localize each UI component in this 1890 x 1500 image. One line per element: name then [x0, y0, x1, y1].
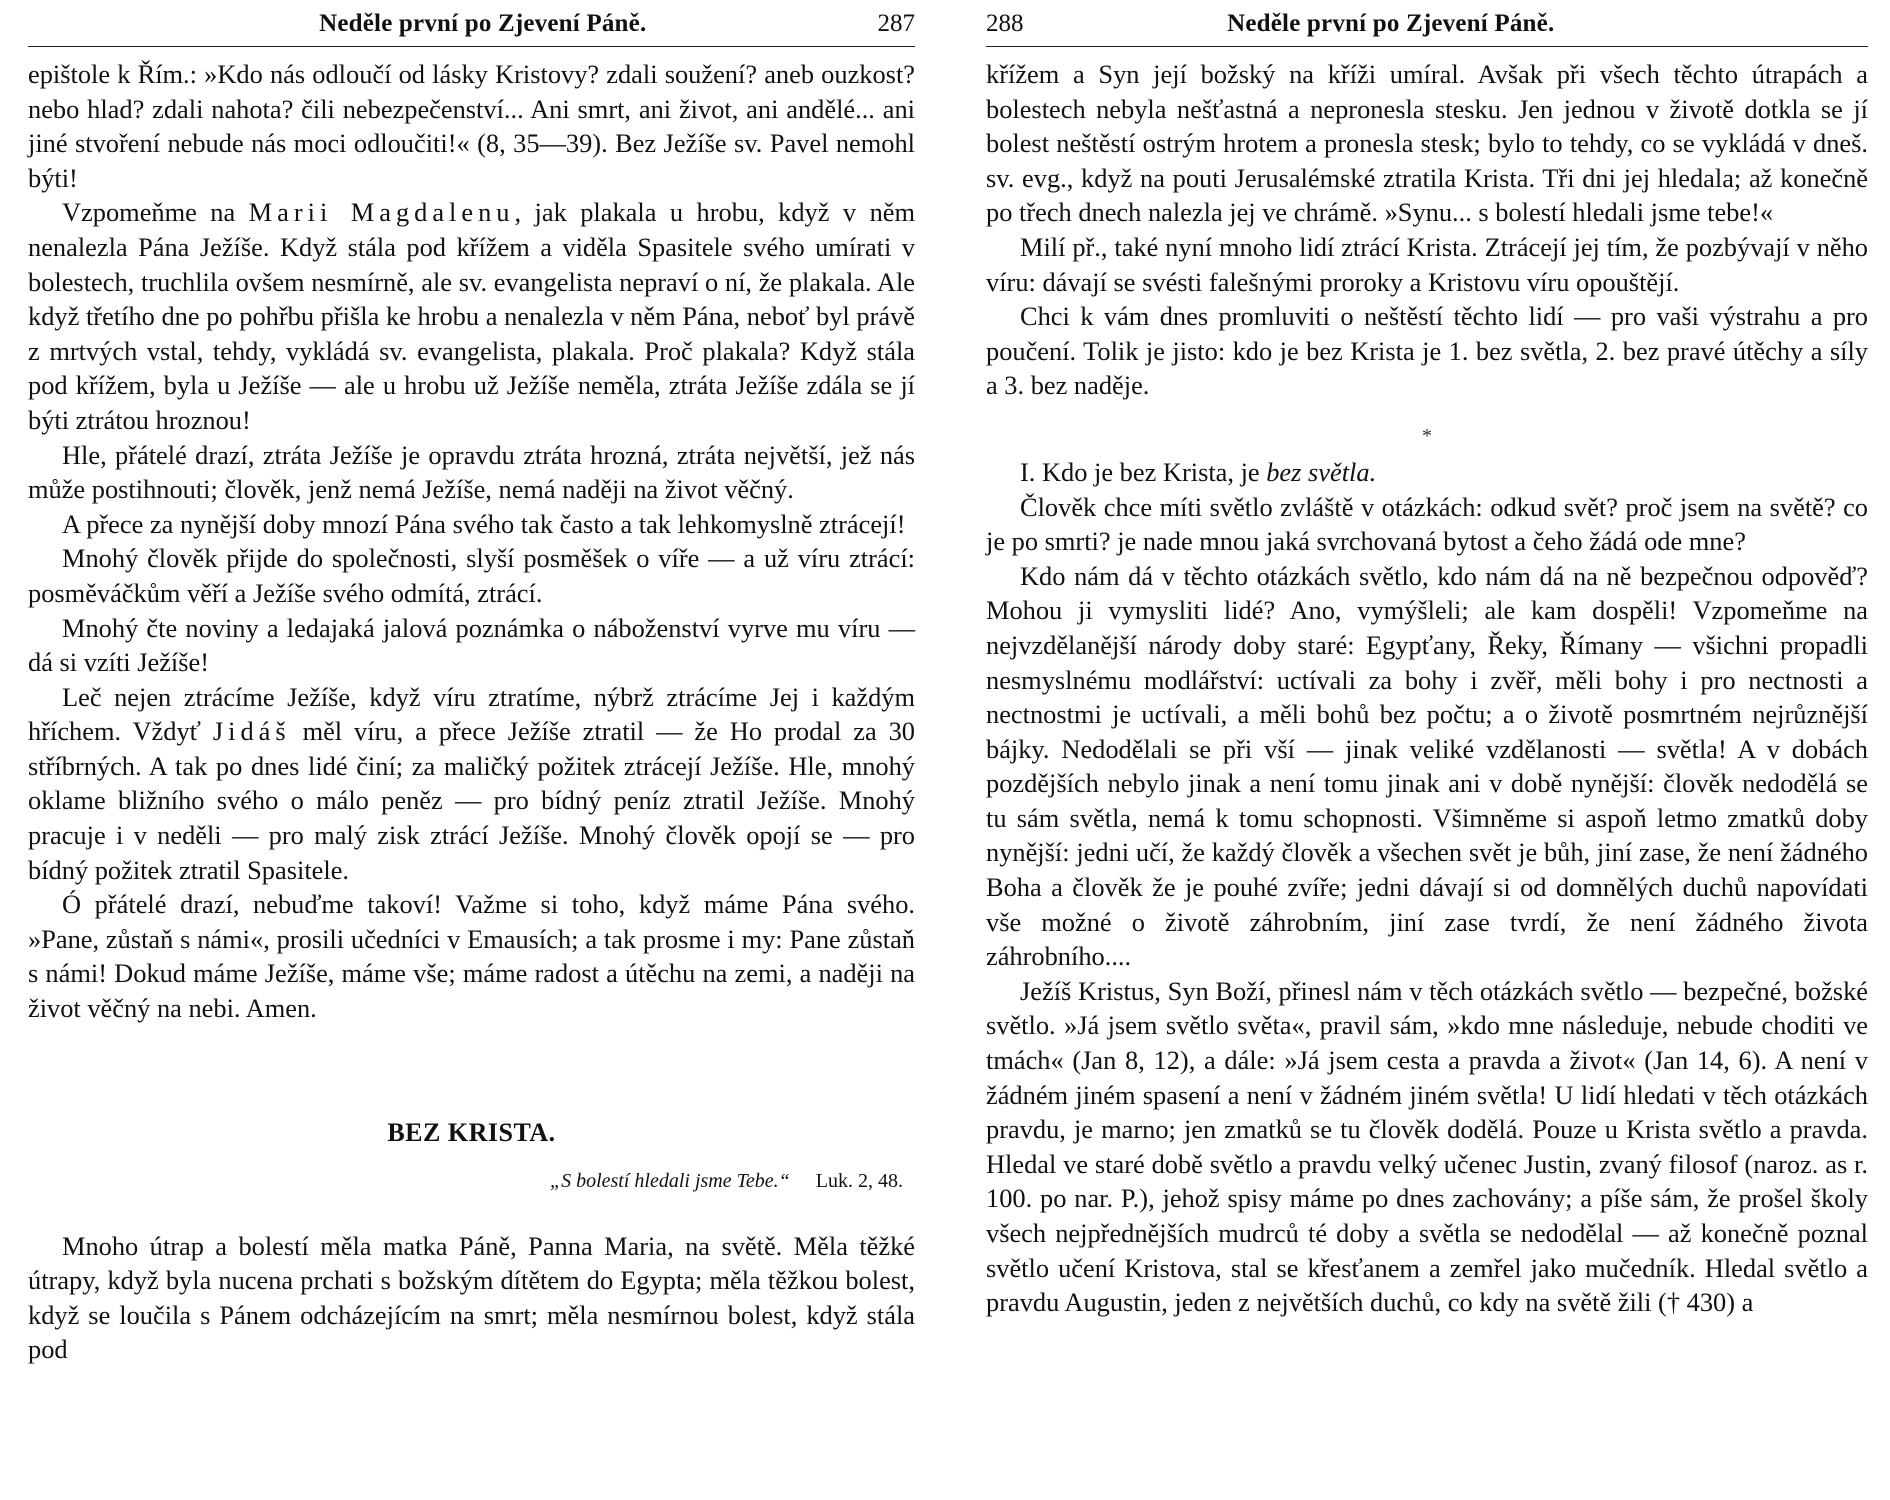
- paragraph: Chci k vám dnes promluviti o neštěstí těchto lidí — pro vaši výstrahu a pro poučení. Tolik je jisto: kdo je bez Krista je 1. bez světla, 2. bez pravé útěchy a síly a 3. bez naděje.: [986, 301, 1868, 401]
- section-heading-prefix: I. Kdo je bez Krista, je: [1020, 456, 1267, 487]
- left-page-header: [28, 10, 915, 47]
- page-number: 287: [877, 10, 915, 37]
- paragraph: Ó přátelé drazí, nebuďme takoví! Važme si toho, když máme Pána svého. »Pane, zůstaň s námi«, prosili učedníci v Emausích; a tak prosme i my: Pane zůstaň s námi! Dokud máme Ježíše, máme vše; máme radost a útěchu na zemi, a naději na život věčný na nebi. Amen.: [28, 889, 915, 1024]
- section-divider: *: [1422, 424, 1432, 447]
- text-run: Leč nejen ztrácíme Ježíše, když víru ztratíme, nýbrž ztrácíme Jej i každým hříchem. Vždyť: [28, 681, 915, 747]
- paragraph: Ježíš Kristus, Syn Boží, přinesl nám v těch otázkách světlo — bezpečné, božské světlo. »Já jsem světlo světa«, pravil sám, »kdo mne následuje, nebude choditi ve tmách« (Jan 8, 12), a dále: »Já jsem cesta a pravda a život« (Jan 14, 6). A není v žádném jiném spasení a není v žádném jiném světla! U lidí hledati v těch otázkách pravdu, je marno; jen zmatků se tu člověk dodělá. Pouze u Krista světlo a pravda. Hledal ve staré době světlo a pravdu velký učenec Justin, zvaný filosof (naroz. as r. 100. po nar. P.), jehož spisy máme po dnes zachovány; a píše sám, že prošel školy všech nejpřednějších mudrců té doby a světla se nedodělal — až konečně poznal světlo učení Kristova, stal se křesťanem a zemřel jako mučedník. Hledal světlo a pravdu Augustin, jeden z největších duchů, co kdy na světě žili († 430) a: [986, 975, 1868, 1318]
- paragraph-magdalena: [28, 195, 915, 437]
- sermon-opening: [28, 1229, 915, 1367]
- paragraph: křížem a Syn její božský na kříži umíral. Avšak při všech těchto útrapách a bolestech nebyla nešťastná a nepronesla stesku. Jen jednou v životě dotkla se jí bolest neštěstí ostrým hrotem a pronesla stesk; bylo to tehdy, co se vykládá v dneš. sv. evg., když na pouti Jerusalémské ztratila Krista. Tři dni jej hledala; až konečně po třech dnech nalezla jej ve chrámě. »Synu... s bolestí hledali jsme tebe!«: [986, 59, 1868, 228]
- left-page-body: [28, 57, 915, 1026]
- epigraph-quote: „S bolestí hledali jsme Tebe.“: [549, 1169, 790, 1192]
- paragraph: Mnoho útrap a bolestí měla matka Páně, Panna Maria, na světě. Měla těžké útrapy, když byla nucena prchati s božským dítětem do Egypta; měla těžkou bolest, když se loučila s Pánem odcházejícím na smrt; měla nesmírnou bolest, když stála pod: [28, 1230, 915, 1365]
- page-number: 288: [986, 10, 1024, 37]
- section-title: BEZ KRISTA.: [387, 1117, 556, 1147]
- text-run: , jak plakala u hrobu, když v něm nenalezla Pána Ježíše. Když stála pod křížem a viděla Spasitele svého umírati v bolestech, truchlila ovšem nesmírně, ale sv. evangelista nepraví o ní, že plakala. Ale když třetího dne po pohřbu přišla ke hrobu a nenalezla v něm Pána, neboť byl právě z mrtvých vstal, tehdy, vykládá sv. evangelista, plakala. Proč plakala? Když stála pod křížem, byla u Ježíše — ale u hrobu už Ježíše neměla, ztráta Ježíše zdála se jí býti ztrátou hroznou!: [28, 197, 915, 435]
- paragraph: epištole k Řím.: »Kdo nás odloučí od lásky Kristovy? zdali soužení? aneb ouzkost? nebo hlad? zdali nahota? čili nebezpečenství... Ani smrt, ani život, ani andělé... ani jiné stvoření nebude nás moci odloučiti!« (8, 35—39). Bez Ježíše sv. Pavel nemohl býti!: [28, 59, 915, 193]
- paragraph: Milí př., také nyní mnoho lidí ztrácí Krista. Ztrácejí jej tím, že pozbývají v něho víru: dávají se svésti falešnými proroky a Kristovu víru opouštějí.: [986, 231, 1868, 297]
- paragraph-jidas: [28, 680, 915, 888]
- paragraph: Člověk chce míti světlo zvláště v otázkách: odkud svět? proč jsem na světě? co je po smrti? je nade mnou jaká svrchovaná bytost a čeho žádá ode mne?: [986, 491, 1868, 557]
- right-page-body: [986, 57, 1868, 403]
- text-run: Vzpomeňme na: [62, 197, 249, 228]
- paragraph: Kdo nám dá v těchto otázkách světlo, kdo nám dá na ně bezpečnou odpověď? Mohou ji vymysliti lidé? Ano, vymýšleli; ale kam dospěli! Vzpomeňme na nejvzdělanější národy doby staré: Egypťany, Řeky, Římany — všichni propadli nesmyslnému modlářství: uctívali za bohy i zvěř, měli bohy i pro nectnosti a nectnostmi je uctívali, a měli bohů bez počtu; a o životě posmrtném nejrůznější bájky. Nedodělali se při vší — jinak veliké vzdělanosti — světla! A v dobách pozdějších nebylo jinak a není tomu jinak ani v době nynější: člověk nedodělá se tu sám světla, nemá k tomu schopnosti. Všimněme si aspoň letmo zmatků doby nynější: jedni učí, že každý člověk a všechen svět je bůh, jiní zase, že není žádného Boha a člověk že je pouhé zvíře; jedni dávají si od domnělých duchů napovídati vše možné o životě záhrobním, jiní zase tvrdí, že není žádného života záhrobního....: [986, 560, 1868, 972]
- right-page: [960, 0, 1890, 1500]
- epigraph-reference: Luk. 2, 48.: [815, 1169, 903, 1192]
- paragraph: A přece za nynější doby mnozí Pána svého tak často a tak lehkomyslně ztrácejí!: [62, 508, 906, 539]
- running-title: Neděle první po Zjevení Páně.: [1227, 10, 1555, 37]
- text-run: měl víru, a přece Ježíše ztratil — že Ho prodal za 30 stříbrných. A tak po dnes lidé činí; za maličký požitek ztrácejí Ježíše. Hle, mnohý oklame bližního svého o málo peněz — pro bídný peníz ztratil Ježíše. Mnohý pracuje i v neděli — pro malý zisk ztrácí Ježíše. Mnohý člověk opojí se — pro bídný požitek ztratil Spasitele.: [28, 716, 915, 885]
- right-page-header: [986, 10, 1868, 47]
- paragraph: Mnohý člověk přijde do společnosti, slyší posměšek o víře — a už víru ztrácí: posměváčkům věří a Ježíše svého odmítá, ztrácí.: [28, 543, 915, 608]
- epigraph: [28, 1170, 915, 1193]
- spaced-name: Marii Magdalenu: [248, 197, 515, 228]
- paragraph: Mnohý čte noviny a ledajaká jalová poznámka o náboženství vyrve mu víru — dá si vzíti Ježíše!: [28, 612, 915, 678]
- spaced-name: Jidáš: [212, 716, 291, 747]
- section-heading-emphasis: bez světla.: [1266, 456, 1377, 487]
- running-title: Neděle první po Zjevení Páně.: [319, 10, 647, 37]
- paragraph: Hle, přátelé drazí, ztráta Ježíše je opravdu ztráta hrozná, ztráta největší, jež nás může postihnouti; člověk, jenž nemá Ježíše, nemá naději na život věčný.: [28, 439, 915, 505]
- section-heading: [986, 455, 1868, 490]
- section-one: [986, 455, 1868, 1320]
